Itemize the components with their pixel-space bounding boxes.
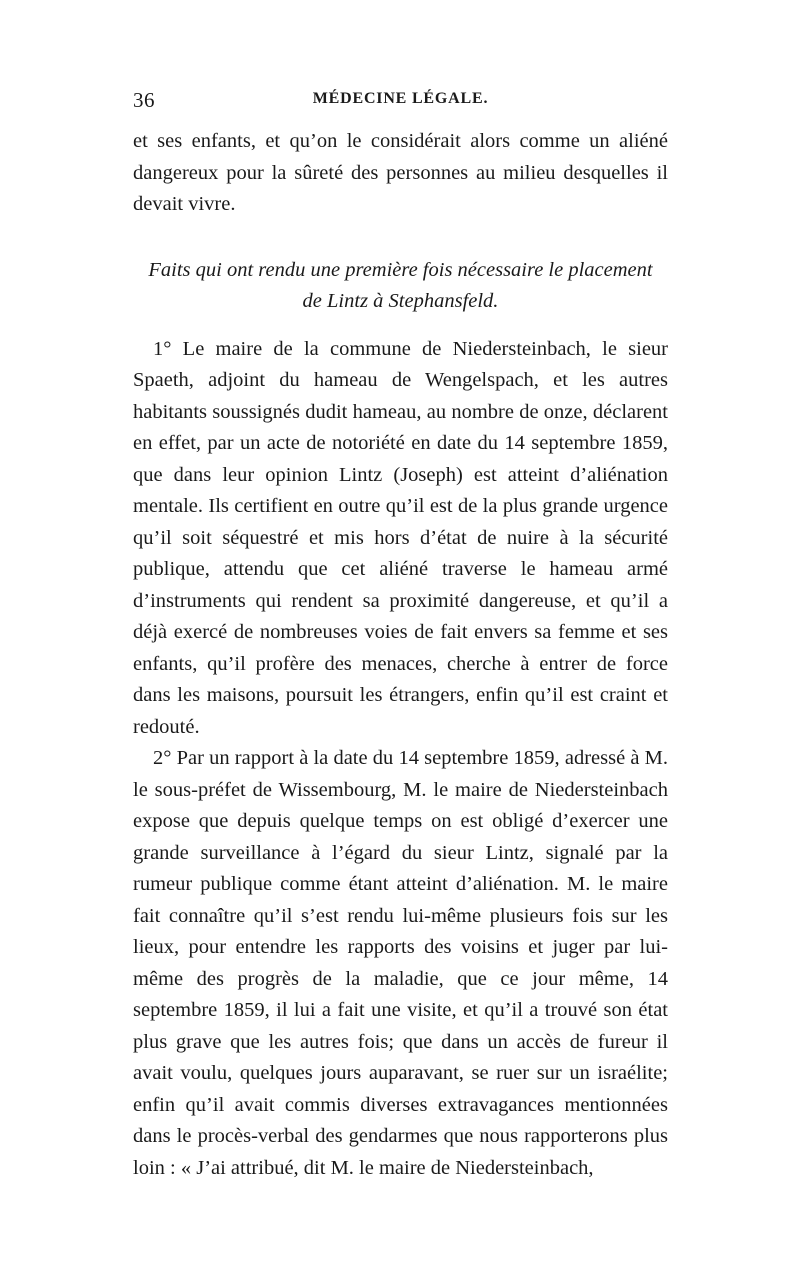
paragraph-item-2: 2° Par un rapport à la date du 14 septembre 1859, adressé à M. le sous-préfet de Wissembourg, M. le maire de Niedersteinbach expose que depuis quelque temps on est obligé d’exercer une grande surveillance à l’égard du sieur Lintz, signalé par la rumeur publique comme étant atteint d’aliénation. M. le maire fait connaître qu’il s’est rendu lui-même plusieurs fois sur les lieux, pour entendre les rapports des voisins et juger par lui-même des progrès de la maladie, que ce jour même, 14 septembre 1859, il lui a fait une visite, et qu’il a trouvé son état plus grave que les autres fois; que dans un accès de fureur il avait voulu, quelques jours auparavant, se ruer sur un israélite; enfin qu’il avait commis diverses extravagances mentionnées dans le procès-verbal des gendarmes que nous rapporterons plus loin : « J’ai attribué, dit M. le maire de Niedersteinbach, <box>133 747 668 1179</box>
page-number: 36 <box>133 88 155 112</box>
paragraph-item-1: 1° Le maire de la commune de Niedersteinbach, le sieur Spaeth, adjoint du hameau de Wengelspach, et les autres habitants soussignés dudit hameau, au nombre de onze, déclarent en effet, par un acte de notoriété en date du 14 septembre 1859, que dans leur opinion Lintz (Joseph) est atteint d’aliénation mentale. Ils certifient en outre qu’il est de la plus grande urgence qu’il soit séquestré et mis hors d’état de nuire à la sécurité publique, attendu que cet aliéné traverse le hameau armé d’instruments qui rendent sa proximité dangereuse, et qu’il a déjà exercé de nombreuses voies de fait envers sa femme et ses enfants, qu’il profère des menaces, cherche à entrer de force dans les maisons, poursuit les étrangers, enfin qu’il est craint et redouté. <box>133 337 668 738</box>
continuation-paragraph: et ses enfants, et qu’on le considérait alors comme un aliéné dangereux pour la sûreté des personnes au milieu desquelles il devait vivre. <box>133 130 668 215</box>
section-heading-line-1: Faits qui ont rendu une première fois nécessaire le placement <box>148 258 653 281</box>
section-heading <box>133 255 668 318</box>
section-heading-line-2: de Lintz à Stephansfeld. <box>302 290 499 312</box>
running-head <box>133 88 668 122</box>
book-page <box>133 88 668 1184</box>
running-title: MÉDECINE LÉGALE. <box>312 90 489 107</box>
